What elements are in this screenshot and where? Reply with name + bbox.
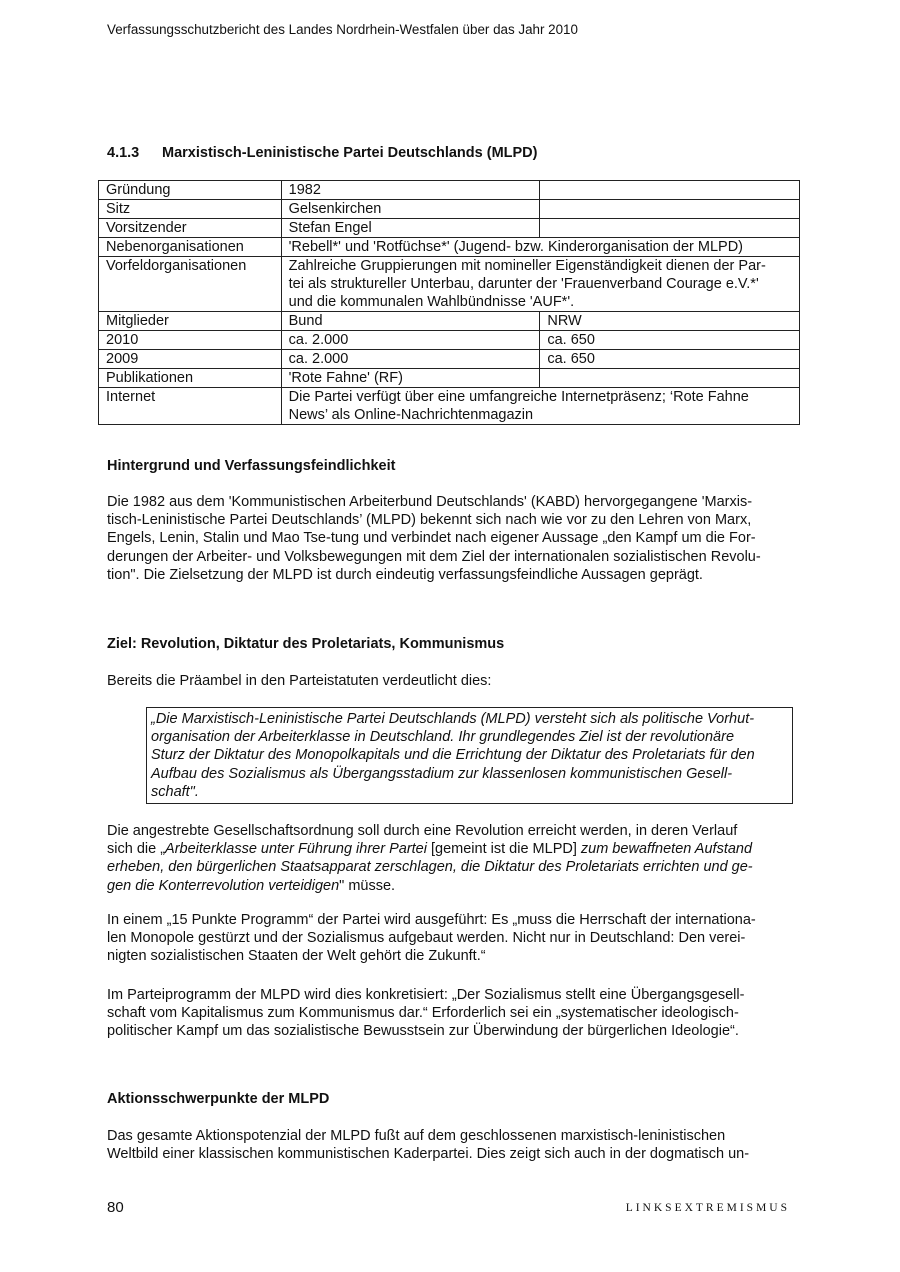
table-row [99,369,800,388]
paragraph-aktionspotenzial [107,1127,791,1163]
row-value-line: News’ als Online-Nachrichtenmagazin [288,407,534,423]
quote-line: organisation der Arbeiterklasse in Deutschland. Ihr grundlegendes Ziel ist der revolutionäre [151,729,735,746]
row-value: Gelsenkirchen [281,200,540,219]
text-line: Die 1982 aus dem 'Kommunistischen Arbeiterbund Deutschlands' (KABD) hervorgegangene 'Marxis- [107,494,753,510]
text-segment: " müsse. [339,877,396,894]
footer-section-name: LINKSEXTREMISMUS [625,1202,790,1214]
quote-box [146,707,793,804]
page-number: 80 [107,1199,124,1216]
text-line: tisch-Leninistische Partei Deutschlands’ (MLPD) bekennt sich nach wie vor zu den Lehren von Marx, [107,512,752,529]
text-segment-italic: zum bewaffneten Aufstand [580,841,753,858]
row-label: Gründung [99,181,282,200]
text-line: tion". Die Zielsetzung der MLPD ist durch eindeutig verfassungsfeindliche Aussagen geprägt. [107,566,703,583]
paragraph-parteiprogramm [107,986,791,1041]
column-header-bund: Bund [281,312,540,331]
text-line: len Monopole gestürzt und der Sozialismus aufgebaut werden. Nicht nur in Deutschland: Den verei- [107,930,746,947]
row-label: Vorsitzender [99,219,282,238]
row-label: Sitz [99,200,282,219]
text-line-italic: erheben, den bürgerlichen Staatsapparat zerschlagen, die Diktatur des Proletariats errichten und ge- [107,859,753,876]
text-line: Das gesamte Aktionspotenzial der MLPD fußt auf dem geschlossenen marxistisch-leninistischen [107,1128,726,1144]
running-header: Verfassungsschutzbericht des Landes Nordrhein-Westfalen über das Jahr 2010 [107,22,578,37]
text-line: schaft vom Kapitalismus zum Kommunismus dar.“ Erforderlich sei ein „systematischer ideologisch- [107,1005,739,1022]
text-segment-italic: gen die Konterrevolution verteidigen [107,877,340,894]
row-value-line: und die kommunalen Wahlbündnisse 'AUF*'. [288,294,575,310]
quote-line: „Die Marxistisch-Leninistische Partei Deutschlands (MLPD) versteht sich als politische Vorhut- [151,711,755,727]
text-segment: [gemeint ist die MLPD] [426,841,581,858]
row-label: 2009 [99,350,282,369]
row-label: Mitglieder [99,312,282,331]
table-row [99,257,800,312]
fact-table [98,180,800,425]
row-value: 'Rote Fahne' (RF) [281,369,540,388]
text-line: nigten sozialistischen Staaten der Welt gehört die Zukunft.“ [107,948,486,965]
row-value: 'Rebell*' und 'Rotfüchse*' (Jugend- bzw. Kinderorganisation der MLPD) [281,238,799,257]
text-line: derungen der Arbeiter- und Volksbewegungen mit dem Ziel der internationalen sozialistischen Revolu- [107,548,761,565]
table-row [99,388,800,425]
row-value: 1982 [281,181,540,200]
table-row [99,350,800,369]
quote-line: Aufbau des Sozialismus als Übergangsstadium zur klassenlosen kommunistischen Gesell- [151,765,733,782]
row-value-line: Die Partei verfügt über eine umfangreiche Internetpräsenz; ‘Rote Fahne [288,389,749,405]
text-line: politischer Kampf um das sozialistische Bewusstsein zur Überwindung der bürgerlichen Ideologie“. [107,1023,739,1040]
row-value-line: Zahlreiche Gruppierungen mit nomineller Eigenständigkeit dienen der Par- [288,258,766,274]
text-line: Engels, Lenin, Stalin und Mao Tse-tung und verbindet nach eigener Aussage „den Kampf um die For- [107,530,756,547]
paragraph-hintergrund [107,493,791,584]
text-line: Die angestrebte Gesellschaftsordnung soll durch eine Revolution erreicht werden, in deren Verlauf [107,823,738,839]
row-label: Nebenorganisationen [99,238,282,257]
text-line: Weltbild einer klassischen kommunistischen Kaderpartei. Dies zeigt sich auch in der dogmatisch un- [107,1146,750,1163]
table-row [99,238,800,257]
subheading-ziel: Ziel: Revolution, Diktatur des Proletariats, Kommunismus [107,636,505,652]
column-header-nrw: NRW [540,312,800,331]
table-row [99,181,800,200]
row-value [281,257,799,312]
quote-line: Sturz der Diktatur des Monopolkapitals und die Errichtung der Diktatur des Proletariats für den [151,747,755,764]
subheading-aktionsschwerpunkte: Aktionsschwerpunkte der MLPD [107,1091,330,1107]
text-line: Im Parteiprogramm der MLPD wird dies konkretisiert: „Der Sozialismus stellt eine Übergangsgesell- [107,987,745,1003]
table-row [99,312,800,331]
table-row [99,200,800,219]
row-value-line: tei als struktureller Unterbau, darunter der 'Frauenverband Courage e.V.*' [288,276,759,292]
text-segment-italic: Arbeiterklasse unter Führung ihrer Partei [165,841,427,858]
row-value-nrw: ca. 650 [540,331,800,350]
paragraph-15-punkte [107,911,791,966]
row-label: 2010 [99,331,282,350]
row-value-empty [540,181,800,200]
row-label: Vorfeldorganisationen [99,257,282,312]
row-value-empty [540,200,800,219]
row-value-bund: ca. 2.000 [281,350,540,369]
text-line: Bereits die Präambel in den Parteistatuten verdeutlicht dies: [107,673,492,689]
row-label: Publikationen [99,369,282,388]
paragraph-gesellschaftsordnung [107,822,791,895]
row-value [281,388,799,425]
row-value-empty [540,369,800,388]
section-number: 4.1.3 [107,145,140,161]
row-value: Stefan Engel [281,219,540,238]
section-title: Marxistisch-Leninistische Partei Deutschlands (MLPD) [162,145,538,161]
text-segment: sich die „ [107,841,166,858]
subheading-hintergrund: Hintergrund und Verfassungsfeindlichkeit [107,458,396,474]
row-value-bund: ca. 2.000 [281,331,540,350]
text-line: In einem „15 Punkte Programm“ der Partei wird ausgeführt: Es „muss die Herrschaft der internationa- [107,912,756,928]
table-row [99,331,800,350]
paragraph-praeambel [107,672,791,690]
table-row [99,219,800,238]
quote-line: schaft". [151,783,199,800]
row-value-nrw: ca. 650 [540,350,800,369]
row-value-empty [540,219,800,238]
section-heading [107,145,537,161]
row-label: Internet [99,388,282,425]
